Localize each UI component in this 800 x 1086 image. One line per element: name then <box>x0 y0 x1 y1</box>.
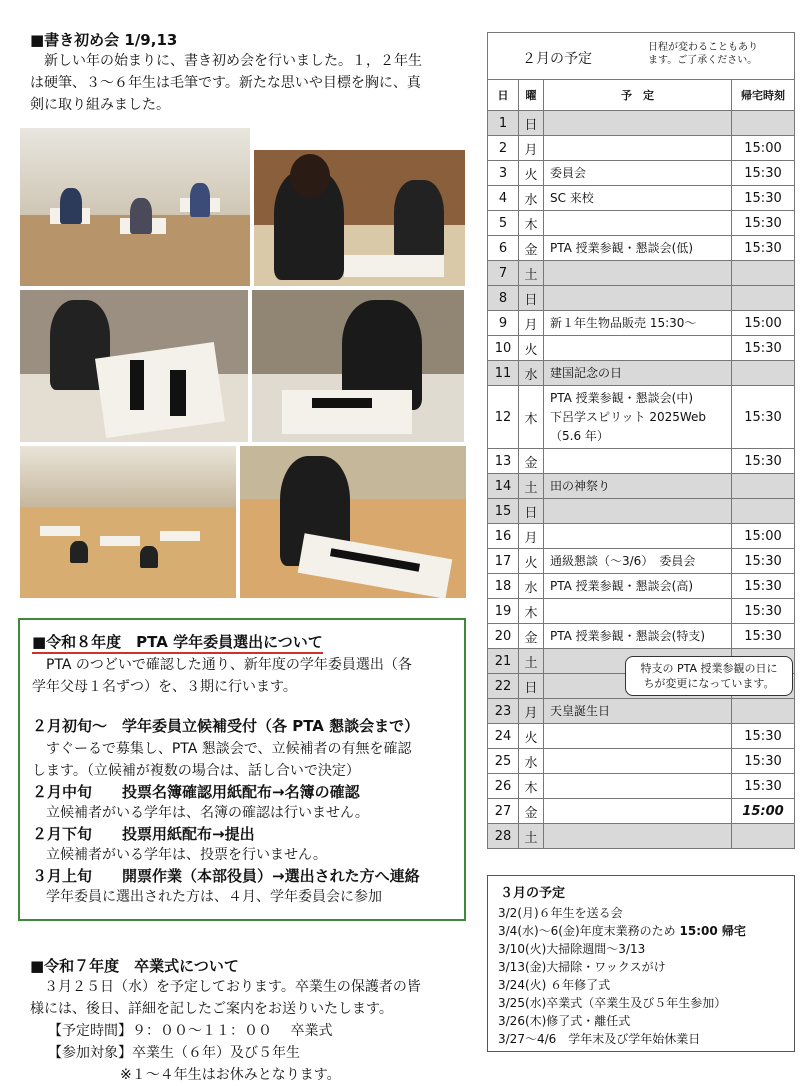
schedule-return-time: 15:30 <box>732 336 795 361</box>
schedule-event <box>544 524 732 549</box>
schedule-day: 21 <box>488 649 519 674</box>
pta-intro-line: 学年父母１名ずつ）を、３期に行います。 <box>32 679 297 695</box>
schedule-row <box>488 774 795 799</box>
february-schedule-rows <box>488 111 795 849</box>
schedule-weekday: 水 <box>519 574 544 599</box>
pta-steps <box>32 716 462 908</box>
graduation-heading: ■令和７年度 卒業式について <box>30 957 239 975</box>
pta-step-body: 学年委員に選出された方は、４月、学年委員会に参加 <box>46 889 382 905</box>
photo-boy-calligraphy <box>252 290 464 442</box>
kakizome-body <box>30 50 470 116</box>
header-event: 予 定 <box>544 80 732 111</box>
schedule-event <box>544 449 732 474</box>
march-schedule-box <box>487 875 795 1052</box>
schedule-weekday: 月 <box>519 524 544 549</box>
pta-step-title: ２月初旬～ 学年委員立候補受付（各 PTA 懇談会まで） <box>32 717 420 735</box>
schedule-event <box>544 724 732 749</box>
schedule-return-time: 15:00 <box>732 524 795 549</box>
schedule-return-time: 15:30 <box>732 211 795 236</box>
schedule-weekday: 木 <box>519 386 544 449</box>
schedule-event: PTA 授業参観・懇談会(低) <box>544 236 732 261</box>
schedule-weekday: 金 <box>519 236 544 261</box>
schedule-row <box>488 499 795 524</box>
schedule-return-time: 15:30 <box>732 161 795 186</box>
schedule-day: 22 <box>488 674 519 699</box>
schedule-return-time <box>732 499 795 524</box>
schedule-weekday: 金 <box>519 624 544 649</box>
schedule-weekday: 月 <box>519 136 544 161</box>
schedule-weekday: 土 <box>519 261 544 286</box>
pta-step-body: 立候補者がいる学年は、名簿の確認は行いません。 <box>46 805 369 821</box>
schedule-return-time: 15:30 <box>732 449 795 474</box>
photo-gym-close <box>240 446 466 598</box>
pta-step-title: ２月中旬 投票名簿確認用紙配布→名簿の確認 <box>32 783 360 801</box>
schedule-row <box>488 449 795 474</box>
march-list <box>498 904 746 1048</box>
schedule-weekday: 木 <box>519 599 544 624</box>
schedule-row <box>488 186 795 211</box>
schedule-day: 12 <box>488 386 519 449</box>
schedule-return-time <box>732 361 795 386</box>
pta-step-body: すぐーるで募集し、PTA 懇談会で、立候補者の有無を確認 <box>46 741 412 757</box>
schedule-weekday: 日 <box>519 674 544 699</box>
schedule-event: PTA 授業参観・懇談会(特支) <box>544 624 732 649</box>
schedule-weekday: 火 <box>519 549 544 574</box>
february-title-cell <box>488 33 795 80</box>
schedule-row <box>488 286 795 311</box>
march-item: 3/24(火) ６年修了式 <box>498 978 611 992</box>
schedule-event: PTA 授業参観・懇談会(中) 下呂学スピリット 2025Web （5.6 年） <box>544 386 732 449</box>
schedule-day: 7 <box>488 261 519 286</box>
schedule-return-time: 15:30 <box>732 774 795 799</box>
kakizome-line: 新しい年の始まりに、書き初め会を行いました。１，２年生 <box>44 53 422 69</box>
schedule-return-time: 15:30 <box>732 724 795 749</box>
schedule-return-time: 15:30 <box>732 236 795 261</box>
photo-gym-wide <box>20 446 236 598</box>
schedule-row <box>488 624 795 649</box>
schedule-return-time <box>732 824 795 849</box>
pta-step-title: ２月下旬 投票用紙配布→提出 <box>32 825 255 843</box>
schedule-row <box>488 699 795 724</box>
schedule-row <box>488 724 795 749</box>
february-schedule-table <box>487 32 795 849</box>
schedule-weekday: 木 <box>519 211 544 236</box>
schedule-weekday: 水 <box>519 186 544 211</box>
march-item: 3/27～4/6 学年末及び学年始休業日 <box>498 1032 701 1046</box>
schedule-weekday: 土 <box>519 824 544 849</box>
schedule-return-time <box>732 261 795 286</box>
schedule-event: PTA 授業参観・懇談会(高) <box>544 574 732 599</box>
schedule-row <box>488 336 795 361</box>
schedule-return-time: 15:30 <box>732 574 795 599</box>
march-title: ３月の予定 <box>500 886 566 901</box>
pta-heading-text: ■令和８年度 PTA 学年委員選出について <box>32 633 323 654</box>
pta-step-title: ３月上旬 開票作業（本部役員）→選出された方へ連絡 <box>32 867 420 885</box>
march-item: 3/10(火)大掃除週間～3/13 <box>498 942 646 956</box>
schedule-event: 通級懇談（～3/6） 委員会 <box>544 549 732 574</box>
march-item <box>498 922 746 940</box>
schedule-event <box>544 599 732 624</box>
schedule-day: 14 <box>488 474 519 499</box>
schedule-day: 27 <box>488 799 519 824</box>
schedule-event <box>544 499 732 524</box>
schedule-day: 17 <box>488 549 519 574</box>
schedule-return-time: 15:30 <box>732 186 795 211</box>
photo-girl-calligraphy <box>20 290 248 442</box>
schedule-weekday: 木 <box>519 774 544 799</box>
schedule-day: 1 <box>488 111 519 136</box>
kakizome-line: は硬筆、３～６年生は毛筆です。新たな思いや目標を胸に、真 <box>30 75 421 91</box>
schedule-return-time <box>732 699 795 724</box>
schedule-row <box>488 236 795 261</box>
schedule-row <box>488 524 795 549</box>
schedule-row <box>488 574 795 599</box>
pta-step-body: します。（立候補が複数の場合は、話し合いで決定） <box>32 763 360 779</box>
schedule-return-time <box>732 111 795 136</box>
schedule-row <box>488 474 795 499</box>
pta-committee-box <box>18 618 466 921</box>
pta-intro <box>32 654 462 698</box>
schedule-day: 26 <box>488 774 519 799</box>
pta-intro-line: PTA のつどいで確認した通り、新年度の学年委員選出（各 <box>46 657 412 673</box>
schedule-event <box>544 774 732 799</box>
schedule-weekday: 日 <box>519 286 544 311</box>
schedule-day: 28 <box>488 824 519 849</box>
schedule-row <box>488 824 795 849</box>
schedule-row <box>488 161 795 186</box>
graduation-body <box>30 976 470 1086</box>
schedule-event: 建国記念の日 <box>544 361 732 386</box>
schedule-row <box>488 599 795 624</box>
schedule-row <box>488 136 795 161</box>
pta-heading <box>32 632 323 654</box>
schedule-day: 5 <box>488 211 519 236</box>
schedule-day: 20 <box>488 624 519 649</box>
schedule-event <box>544 261 732 286</box>
schedule-day: 6 <box>488 236 519 261</box>
photo-students-writing <box>254 150 465 286</box>
schedule-day: 16 <box>488 524 519 549</box>
schedule-return-time: 15:30 <box>732 386 795 449</box>
schedule-change-callout <box>625 656 793 696</box>
schedule-row <box>488 211 795 236</box>
schedule-row <box>488 261 795 286</box>
schedule-return-time: 15:30 <box>732 599 795 624</box>
schedule-return-time: 15:30 <box>732 549 795 574</box>
schedule-weekday: 火 <box>519 336 544 361</box>
graduation-line: 様には、後日、詳細を記したご案内をお送りいたします。 <box>30 1001 393 1017</box>
schedule-day: 18 <box>488 574 519 599</box>
schedule-event <box>544 211 732 236</box>
graduation-line: 【参加対象】卒業生（６年）及び５年生 <box>48 1045 300 1061</box>
schedule-return-time <box>732 474 795 499</box>
schedule-weekday: 金 <box>519 799 544 824</box>
schedule-event <box>544 286 732 311</box>
schedule-weekday: 火 <box>519 161 544 186</box>
schedule-row <box>488 111 795 136</box>
february-title: ２月の予定 <box>522 51 592 67</box>
callout-text: 特支の PTA 授業参観の日に ちが変更になっています。 <box>640 662 778 690</box>
schedule-weekday: 土 <box>519 649 544 674</box>
schedule-day: 2 <box>488 136 519 161</box>
march-item-bold: 15:00 帰宅 <box>679 924 746 938</box>
header-weekday: 曜 <box>519 80 544 111</box>
schedule-day: 8 <box>488 286 519 311</box>
schedule-row <box>488 549 795 574</box>
schedule-event: 新１年生物品販売 15:30～ <box>544 311 732 336</box>
schedule-event <box>544 824 732 849</box>
schedule-return-time: 15:00 <box>732 799 795 824</box>
schedule-day: 19 <box>488 599 519 624</box>
schedule-day: 23 <box>488 699 519 724</box>
schedule-weekday: 火 <box>519 724 544 749</box>
graduation-line: ※１～４年生はお休みとなります。 <box>120 1067 341 1083</box>
schedule-day: 11 <box>488 361 519 386</box>
march-item: 3/2(月)６年生を送る会 <box>498 906 623 920</box>
schedule-day: 25 <box>488 749 519 774</box>
schedule-event: 天皇誕生日 <box>544 699 732 724</box>
graduation-line: ３月２５日（水）を予定しております。卒業生の保護者の皆 <box>44 979 421 995</box>
february-note: 日程が変わることもあり ます。ご了承ください。 <box>648 42 758 66</box>
pta-step-body: 立候補者がいる学年は、投票を行いません。 <box>46 847 327 863</box>
schedule-weekday: 日 <box>519 111 544 136</box>
schedule-event <box>544 136 732 161</box>
schedule-day: 9 <box>488 311 519 336</box>
schedule-weekday: 月 <box>519 699 544 724</box>
schedule-row <box>488 749 795 774</box>
schedule-event <box>544 336 732 361</box>
schedule-row <box>488 799 795 824</box>
kakizome-heading: ■書き初め会 1/9,13 <box>30 31 178 49</box>
graduation-line: 【予定時間】９：００～１１：００ 卒業式 <box>48 1023 333 1039</box>
march-item: 3/25(水)卒業式（卒業生及び５年生参加） <box>498 996 727 1010</box>
schedule-row <box>488 386 795 449</box>
schedule-day: 24 <box>488 724 519 749</box>
header-day: 日 <box>488 80 519 111</box>
schedule-event <box>544 749 732 774</box>
schedule-return-time <box>732 286 795 311</box>
schedule-event <box>544 799 732 824</box>
schedule-weekday: 土 <box>519 474 544 499</box>
schedule-return-time: 15:00 <box>732 136 795 161</box>
schedule-day: 13 <box>488 449 519 474</box>
schedule-weekday: 月 <box>519 311 544 336</box>
photo-classroom-overview <box>20 128 250 286</box>
schedule-weekday: 水 <box>519 749 544 774</box>
schedule-event: 田の神祭り <box>544 474 732 499</box>
schedule-return-time: 15:00 <box>732 311 795 336</box>
schedule-day: 3 <box>488 161 519 186</box>
schedule-event: SC 来校 <box>544 186 732 211</box>
schedule-weekday: 水 <box>519 361 544 386</box>
schedule-event <box>544 111 732 136</box>
schedule-return-time: 15:30 <box>732 624 795 649</box>
march-item-text: 3/4(水)～6(金)年度末業務のため <box>498 924 680 938</box>
schedule-event: 委員会 <box>544 161 732 186</box>
schedule-day: 15 <box>488 499 519 524</box>
march-item: 3/13(金)大掃除・ワックスがけ <box>498 960 666 974</box>
schedule-row <box>488 311 795 336</box>
header-return-time: 帰宅時刻 <box>732 80 795 111</box>
schedule-day: 4 <box>488 186 519 211</box>
schedule-return-time: 15:30 <box>732 749 795 774</box>
schedule-weekday: 日 <box>519 499 544 524</box>
schedule-weekday: 金 <box>519 449 544 474</box>
kakizome-line: 剣に取り組みました。 <box>30 97 170 113</box>
schedule-day: 10 <box>488 336 519 361</box>
schedule-row <box>488 361 795 386</box>
march-item: 3/26(木)修了式・離任式 <box>498 1014 631 1028</box>
